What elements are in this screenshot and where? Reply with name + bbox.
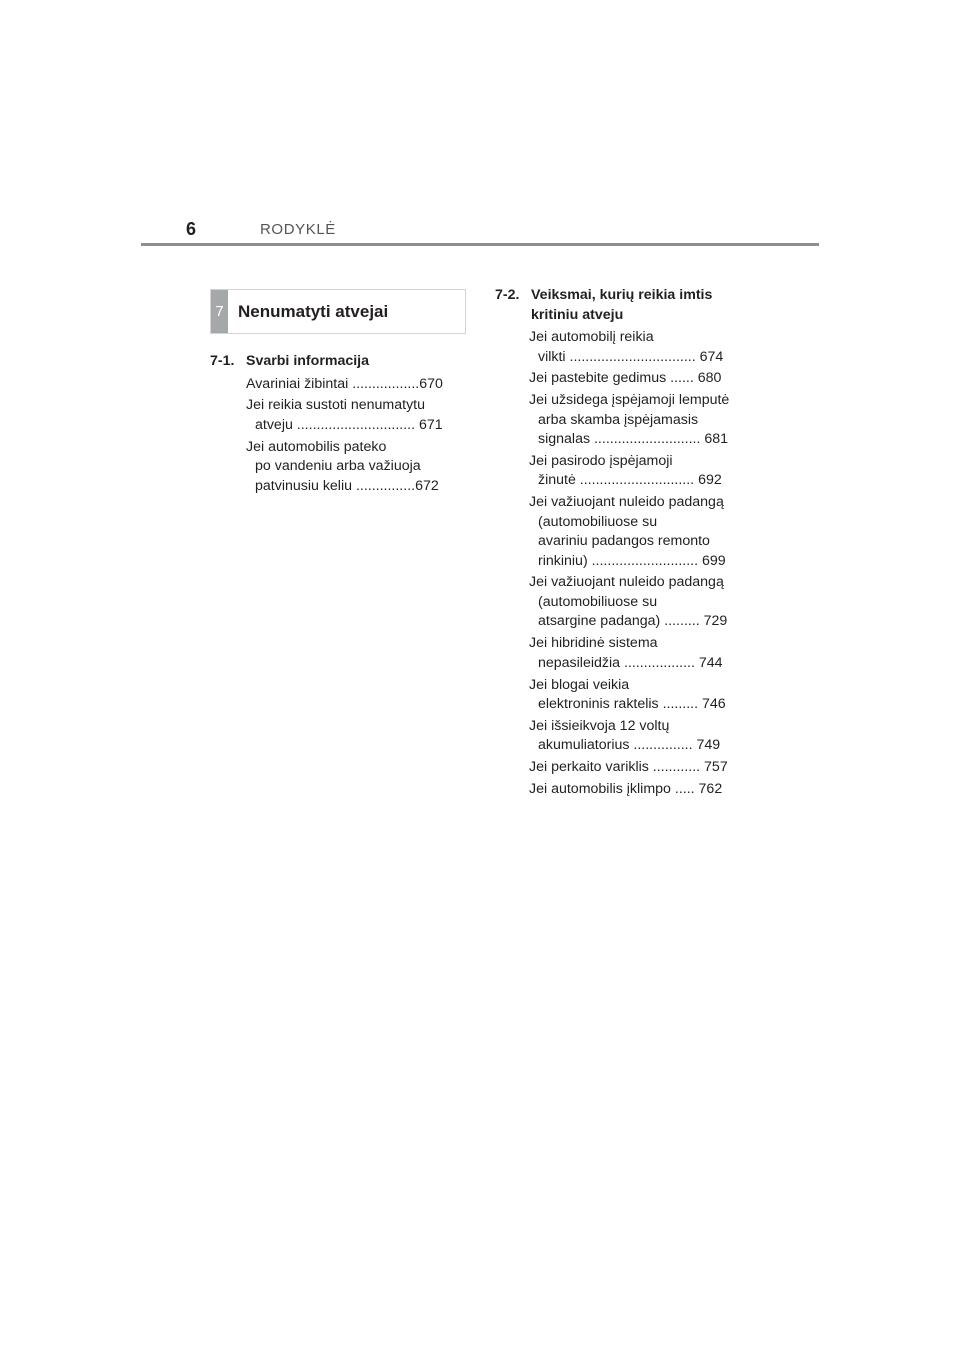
toc-entry-title: Jei važiuojant nuleido padangą (automobiliuose su atsargine padanga) ......... — [529, 574, 724, 630]
toc-entry[interactable] — [529, 452, 751, 491]
toc-entry-page: 757 — [700, 759, 728, 776]
toc-entry-page: 762 — [694, 780, 723, 797]
section-title: Nenumatyti atvejai — [238, 301, 389, 321]
toc-entry[interactable] — [529, 780, 751, 800]
toc-entry[interactable] — [529, 328, 751, 367]
group-heading — [495, 286, 751, 325]
group-heading — [210, 352, 466, 372]
toc-entry-title: Jei pasirodo įspėjamoji žinutė ............................. — [529, 452, 695, 489]
right-column — [495, 286, 751, 802]
section-box — [210, 289, 466, 334]
group-number: 7-1. — [210, 353, 235, 369]
toc-entry[interactable] — [529, 369, 751, 389]
toc-entry[interactable] — [529, 634, 751, 673]
toc-entry-page: 672 — [415, 477, 439, 494]
toc-entry-page: 674 — [695, 348, 724, 365]
toc-entry-title: Jei hibridinė sistema nepasileidžia .................. — [529, 635, 695, 671]
header-rule — [141, 243, 819, 246]
toc-entry-page: 744 — [694, 654, 723, 671]
toc-entry[interactable] — [529, 717, 751, 756]
group-title: Svarbi informacija — [246, 353, 370, 369]
toc-entry-title: Jei užsidega įspėjamoji lemputė arba skamba įspėjamasis signalas ........................... — [529, 392, 730, 448]
section-tab: 7 — [211, 290, 228, 333]
toc-entry-title: Avariniai žibintai ................. — [246, 375, 420, 392]
toc-entry[interactable] — [246, 438, 466, 497]
toc-entry[interactable] — [246, 396, 466, 435]
group-number: 7-2. — [495, 287, 520, 303]
toc-entry-list — [495, 328, 751, 799]
toc-entry-page: 681 — [700, 431, 729, 448]
toc-entry-page: 670 — [419, 375, 443, 392]
toc-entry-list — [210, 375, 466, 497]
toc-entry-page: 699 — [698, 552, 726, 569]
toc-entry-page: 746 — [698, 696, 726, 713]
toc-entry[interactable] — [529, 391, 751, 450]
toc-entry[interactable] — [246, 375, 466, 395]
toc-entry[interactable] — [529, 676, 751, 715]
left-column — [210, 352, 466, 498]
toc-entry-title: Jei perkaito variklis ............ — [529, 759, 701, 776]
toc-entry[interactable] — [529, 493, 751, 571]
toc-entry-title: Jei važiuojant nuleido padangą (automobiliuose su avariniu padangos remonto rinkiniu) ........................... — [529, 494, 724, 569]
toc-entry-title: Jei reikia sustoti nenumatytu atveju .............................. — [246, 397, 426, 433]
toc-entry-title: Jei pastebite gedimus ...... — [529, 370, 694, 387]
page-number: 6 — [186, 219, 197, 239]
toc-entry-page: 680 — [693, 370, 722, 387]
toc-entry-page: 671 — [415, 416, 443, 433]
toc-entry-title: Jei išsieikvoja 12 voltų akumuliatorius ............... — [529, 717, 693, 754]
toc-entry[interactable] — [529, 758, 751, 778]
toc-entry-page: 729 — [699, 613, 728, 630]
toc-entry-title: Jei blogai veikia elektroninis raktelis ......... — [529, 676, 699, 713]
toc-entry-title: Jei automobilį reikia vilkti ................................ — [529, 329, 696, 365]
toc-entry-page: 692 — [694, 472, 722, 489]
group-title: Veiksmai, kurių reikia imtis kritiniu atveju — [531, 287, 713, 323]
toc-entry[interactable] — [529, 573, 751, 632]
running-header: RODYKLĖ — [260, 221, 336, 238]
toc-entry-title: Jei automobilis pateko po vandeniu arba važiuoja patvinusiu keliu ............... — [246, 438, 421, 494]
toc-entry-title: Jei automobilis įklimpo ..... — [529, 780, 695, 797]
toc-entry-page: 749 — [692, 737, 721, 754]
